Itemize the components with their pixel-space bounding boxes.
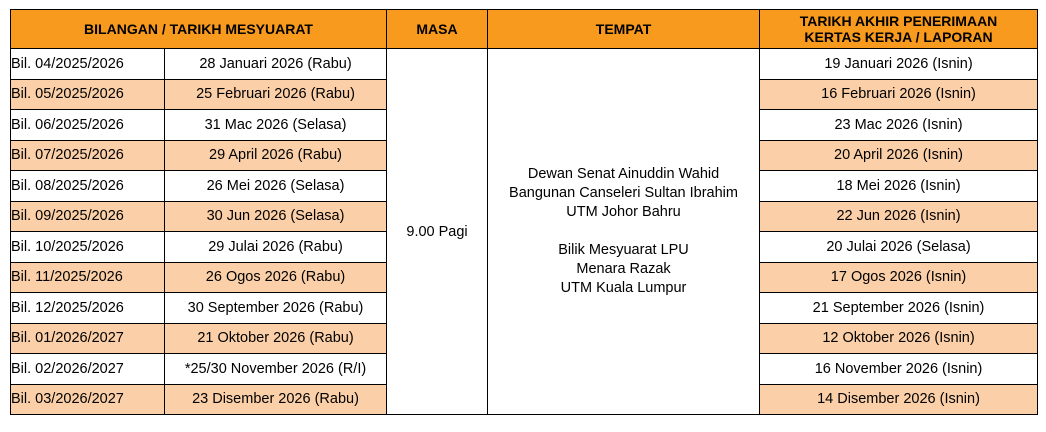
venue1-line: UTM Johor Bahru: [566, 204, 681, 220]
deadline-cell: 23 Mac 2026 (Isnin): [760, 110, 1038, 141]
meeting-number-cell: Bil. 08/2025/2026: [11, 171, 165, 202]
meeting-date-cell: 30 September 2026 (Rabu): [165, 293, 387, 324]
tempat-cell: [488, 49, 760, 415]
deadline-cell: 20 April 2026 (Isnin): [760, 140, 1038, 171]
deadline-cell: 12 Oktober 2026 (Isnin): [760, 323, 1038, 354]
meeting-date-cell: 23 Disember 2026 (Rabu): [165, 384, 387, 415]
meeting-number-cell: Bil. 06/2025/2026: [11, 110, 165, 141]
deadline-cell: 21 September 2026 (Isnin): [760, 293, 1038, 324]
meeting-number-cell: Bil. 01/2026/2027: [11, 323, 165, 354]
table-row: [11, 49, 1038, 80]
deadline-cell: 16 Februari 2026 (Isnin): [760, 79, 1038, 110]
meeting-date-cell: 29 April 2026 (Rabu): [165, 140, 387, 171]
meeting-date-cell: 26 Mei 2026 (Selasa): [165, 171, 387, 202]
venue2-line: Bilik Mesyuarat LPU: [558, 242, 689, 258]
meeting-date-cell: 30 Jun 2026 (Selasa): [165, 201, 387, 232]
venue1-line: Bangunan Canseleri Sultan Ibrahim: [509, 185, 738, 201]
venue2-line: Menara Razak: [576, 261, 671, 277]
meeting-number-cell: Bil. 05/2025/2026: [11, 79, 165, 110]
meeting-number-cell: Bil. 10/2025/2026: [11, 232, 165, 263]
deadline-cell: 22 Jun 2026 (Isnin): [760, 201, 1038, 232]
venue2-line: UTM Kuala Lumpur: [560, 280, 687, 296]
header-deadline-line1: TARIKH AKHIR PENERIMAAN: [799, 13, 998, 29]
meeting-date-cell: 28 Januari 2026 (Rabu): [165, 49, 387, 80]
header-row: [11, 10, 1038, 49]
venue1-line: Dewan Senat Ainuddin Wahid: [527, 166, 720, 182]
meeting-date-cell: 25 Februari 2026 (Rabu): [165, 79, 387, 110]
deadline-cell: 17 Ogos 2026 (Isnin): [760, 262, 1038, 293]
meeting-number-cell: Bil. 03/2026/2027: [11, 384, 165, 415]
deadline-cell: 14 Disember 2026 (Isnin): [760, 384, 1038, 415]
header-tempat: TEMPAT: [488, 10, 760, 49]
header-deadline-line2: KERTAS KERJA / LAPORAN: [804, 29, 993, 45]
deadline-cell: 18 Mei 2026 (Isnin): [760, 171, 1038, 202]
header-deadline: [760, 10, 1038, 49]
header-bil-tarikh: BILANGAN / TARIKH MESYUARAT: [11, 10, 387, 49]
deadline-cell: 20 Julai 2026 (Selasa): [760, 232, 1038, 263]
meeting-number-cell: Bil. 09/2025/2026: [11, 201, 165, 232]
deadline-cell: 19 Januari 2026 (Isnin): [760, 49, 1038, 80]
meeting-date-cell: 26 Ogos 2026 (Rabu): [165, 262, 387, 293]
meeting-date-cell: 21 Oktober 2026 (Rabu): [165, 323, 387, 354]
meeting-date-cell: *25/30 November 2026 (R/I): [165, 354, 387, 385]
meeting-schedule-table: [10, 9, 1038, 415]
meeting-date-cell: 29 Julai 2026 (Rabu): [165, 232, 387, 263]
meeting-number-cell: Bil. 04/2025/2026: [11, 49, 165, 80]
deadline-cell: 16 November 2026 (Isnin): [760, 354, 1038, 385]
header-masa: MASA: [387, 10, 488, 49]
meeting-date-cell: 31 Mac 2026 (Selasa): [165, 110, 387, 141]
meeting-number-cell: Bil. 12/2025/2026: [11, 293, 165, 324]
masa-cell: 9.00 Pagi: [387, 49, 488, 415]
meeting-number-cell: Bil. 02/2026/2027: [11, 354, 165, 385]
venue-gap: [488, 222, 759, 241]
meeting-number-cell: Bil. 11/2025/2026: [11, 262, 165, 293]
meeting-number-cell: Bil. 07/2025/2026: [11, 140, 165, 171]
